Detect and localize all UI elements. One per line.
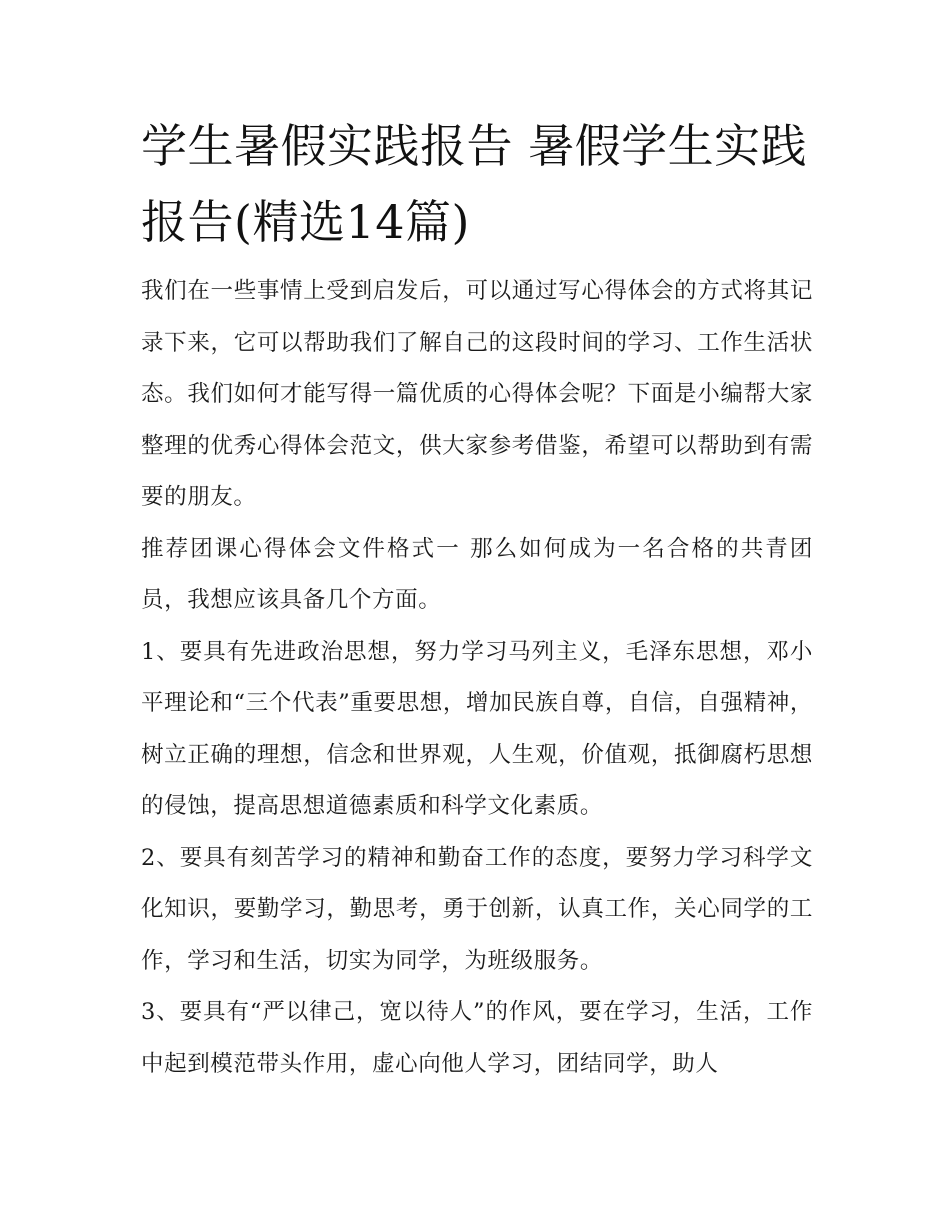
document-page — [141, 108, 813, 1090]
paragraph-point-2: 2、要具有刻苦学习的精神和勤奋工作的态度，要努力学习科学文化知识，要勤学习，勤思考，勇于创新，认真工作，关心同学的工作，学习和生活，切实为同学，为班级服务。 — [141, 844, 813, 974]
paragraph-recommend: 推荐团课心得体会文件格式一 那么如何成为一名合格的共青团员，我想应该具备几个方面。 — [141, 535, 813, 613]
paragraph-point-3: 3、要具有“严以律己，宽以待人”的作风，要在学习，生活，工作中起到模范带头作用，虚心向他人学习，团结同学，助人 — [141, 999, 813, 1077]
paragraph-intro: 我们在一些事情上受到启发后，可以通过写心得体会的方式将其记录下来，它可以帮助我们了解自己的这段时间的学习、工作生活状态。我们如何才能写得一篇优质的心得体会呢？下面是小编帮大家整理的优秀心得体会范文，供大家参考借鉴，希望可以帮助到有需要的朋友。 — [141, 278, 813, 510]
paragraph-point-1: 1、要具有先进政治思想，努力学习马列主义，毛泽东思想，邓小平理论和“三个代表”重要思想，增加民族自尊，自信，自强精神，树立正确的理想，信念和世界观，人生观，价值观，抵御腐朽思想的侵蚀，提高思想道德素质和科学文化素质。 — [141, 638, 813, 819]
document-title: 学生暑假实践报告 暑假学生实践报告(精选14篇) — [141, 119, 808, 249]
